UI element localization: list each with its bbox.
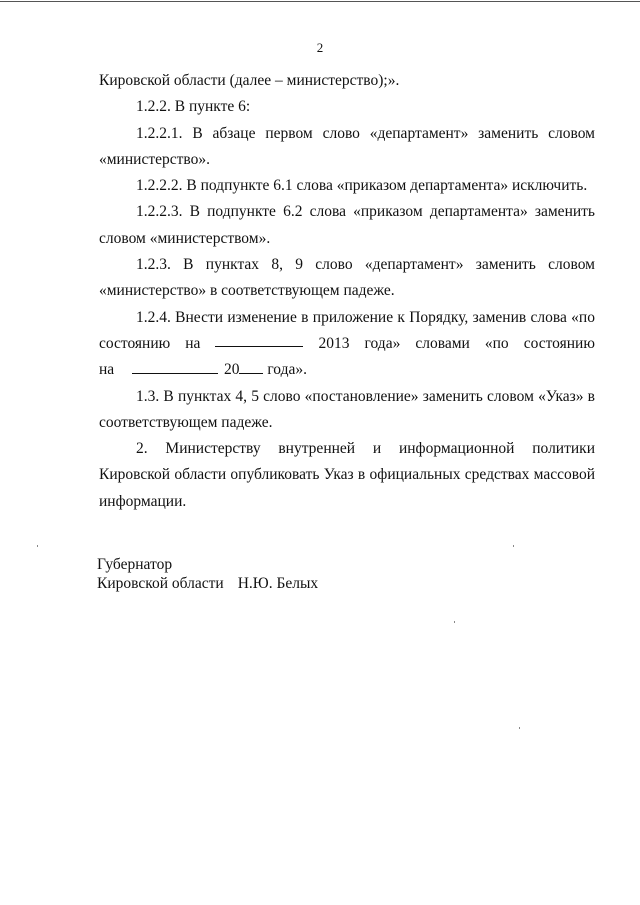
word: словами <box>415 334 470 352</box>
scan-speck <box>37 545 38 547</box>
paragraph-1-2-4-line-1 <box>99 305 595 331</box>
date-blank-field <box>215 331 303 347</box>
scan-speck <box>513 545 514 547</box>
paragraph-1-2-4-line-3 <box>99 357 595 383</box>
word: заменив <box>472 308 527 326</box>
paragraph-1-2-4-line-2 <box>99 331 595 357</box>
word: года» <box>364 334 401 352</box>
word: изменение <box>227 308 297 326</box>
signature-title-line-2 <box>97 574 318 593</box>
scan-speck <box>519 727 520 729</box>
paragraph-1-3: 1.3. В пунктах 4, 5 слово «постановление» заменить словом «Указ» в соответствующем падеже. <box>99 387 595 431</box>
signature-name: Н.Ю. Белых <box>237 575 319 592</box>
top-border-line <box>0 1 640 2</box>
paragraph-1-2-2-2: 1.2.2.2. В подпункте 6.1 слова «приказом департамента» исключить. <box>136 177 588 195</box>
paragraph-1-2-2: 1.2.2. В пункте 6: <box>136 98 251 116</box>
word: 20 <box>223 361 240 379</box>
word: состоянию <box>523 334 595 352</box>
date-blank-field <box>132 358 218 374</box>
page-number: 2 <box>316 40 324 55</box>
signature-title-line-1: Губернатор <box>97 556 173 573</box>
word: Внести <box>175 308 224 326</box>
word: Порядку, <box>409 308 469 326</box>
word: приложение <box>312 308 394 326</box>
word: «по <box>571 308 595 326</box>
word: 1.2.4. <box>136 308 171 326</box>
word: слова <box>530 308 567 326</box>
word: года». <box>267 361 307 379</box>
word: 2013 <box>318 334 350 352</box>
word: в <box>301 308 309 326</box>
paragraph-2: 2. Министерству внутренней и информационной политики Кировской области опубликовать Указ в официальных средствах массовой информации. <box>99 440 595 510</box>
year-blank-field <box>239 358 263 374</box>
paragraph-continuation: Кировской области (далее – министерство);». <box>99 72 400 89</box>
word: к <box>397 308 405 326</box>
paragraph-1-2-4 <box>99 305 595 384</box>
signature-block <box>97 555 318 593</box>
paragraph-1-2-2-1: 1.2.2.1. В абзаце первом слово «департамент» заменить словом «министерство». <box>99 124 595 168</box>
signature-position: Кировской области <box>97 575 224 592</box>
word: на <box>185 334 201 352</box>
paragraph-1-2-2-3: 1.2.2.3. В подпункте 6.2 слова «приказом департамента» заменить словом «министерством». <box>99 203 595 247</box>
word: на <box>99 361 115 379</box>
word: состоянию <box>99 334 171 352</box>
document-body <box>99 68 595 515</box>
scan-speck <box>454 621 455 623</box>
word: «по <box>484 334 509 352</box>
paragraph-1-2-3: 1.2.3. В пунктах 8, 9 слово «департамент» заменить словом «министерство» в соответствующем падеже. <box>99 256 595 300</box>
